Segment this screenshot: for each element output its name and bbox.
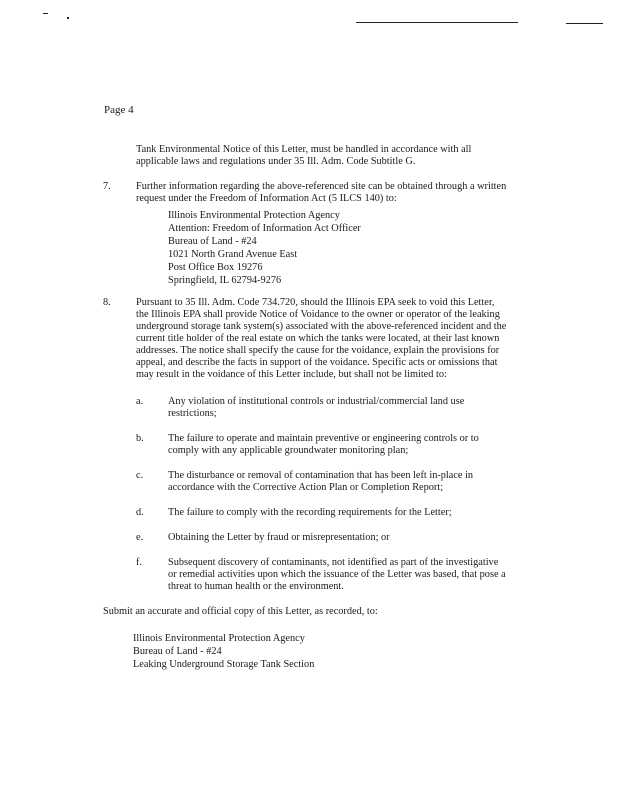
item-8-line: Pursuant to 35 Ill. Adm. Code 734.720, should the Illinois EPA seek to void this Letter,	[136, 297, 495, 308]
page-label: Page 4	[104, 104, 134, 116]
subitem-line: The disturbance or removal of contamination that has been left in-place in	[168, 470, 474, 481]
foia-address-line: 1021 North Grand Avenue East	[168, 249, 298, 260]
subitem-letter: d.	[136, 507, 144, 518]
subitem-line: or remedial activities upon which the issuance of the Letter was based, that pose a	[168, 569, 506, 580]
item-8-line: the Illinois EPA shall provide Notice of Voidance to the owner or operator of the leaking	[136, 309, 500, 320]
foia-address-line: Attention: Freedom of Information Act Officer	[168, 223, 361, 234]
foia-address-line: Bureau of Land - #24	[168, 236, 257, 247]
scan-mark	[43, 13, 48, 14]
subitem-line: The failure to comply with the recording requirements for the Letter;	[168, 507, 452, 518]
subitem-line: Obtaining the Letter by fraud or misrepresentation; or	[168, 532, 390, 543]
item-8-line: current title holder of the real estate on which the tanks were located, at their last known	[136, 333, 500, 344]
submit-line: Submit an accurate and official copy of this Letter, as recorded, to:	[103, 606, 378, 617]
item-8-line: appeal, and describe the facts in support of the voidance. Specific acts or omissions that	[136, 357, 498, 368]
subitem-letter: e.	[136, 532, 144, 543]
subitem-line: accordance with the Corrective Action Plan or Completion Report;	[168, 482, 444, 493]
item-8-line: addresses. The notice shall specify the cause for the voidance, explain the provisions for	[136, 345, 500, 356]
submit-address-line: Bureau of Land - #24	[133, 646, 222, 657]
scan-mark	[566, 23, 603, 24]
subitem-line: restrictions;	[168, 408, 217, 419]
intro-line: applicable laws and regulations under 35 Ill. Adm. Code Subtitle G.	[136, 156, 416, 167]
foia-address-line: Springfield, IL 62794-9276	[168, 275, 282, 286]
item-number: 8.	[103, 297, 111, 308]
item-7-line: Further information regarding the above-referenced site can be obtained through a written	[136, 181, 507, 192]
subitem-line: Any violation of institutional controls or industrial/commercial land use	[168, 396, 465, 407]
subitem-line: threat to human health or the environment.	[168, 581, 344, 592]
submit-address-line: Leaking Underground Storage Tank Section	[133, 659, 315, 670]
item-8-line: underground storage tank system(s) associated with the above-referenced incident and the	[136, 321, 507, 332]
subitem-line: Subsequent discovery of contaminants, not identified as part of the investigative	[168, 557, 499, 568]
subitem-letter: f.	[136, 557, 143, 568]
submit-address-line: Illinois Environmental Protection Agency	[133, 633, 305, 644]
subitem-letter: b.	[136, 433, 144, 444]
intro-line: Tank Environmental Notice of this Letter, must be handled in accordance with all	[136, 144, 472, 155]
foia-address-line: Illinois Environmental Protection Agency	[168, 210, 340, 221]
subitem-line: comply with any applicable groundwater monitoring plan;	[168, 445, 409, 456]
foia-address-line: Post Office Box 19276	[168, 262, 263, 273]
item-7-line: request under the Freedom of Information Act (5 ILCS 140) to:	[136, 193, 397, 204]
item-number: 7.	[103, 181, 111, 192]
subitem-letter: a.	[136, 396, 144, 407]
subitem-line: The failure to operate and maintain preventive or engineering controls or to	[168, 433, 479, 444]
item-8-line: may result in the voidance of this Letter include, but shall not be limited to:	[136, 369, 447, 380]
scan-mark	[356, 22, 518, 23]
subitem-letter: c.	[136, 470, 144, 481]
scan-mark	[67, 17, 69, 19]
